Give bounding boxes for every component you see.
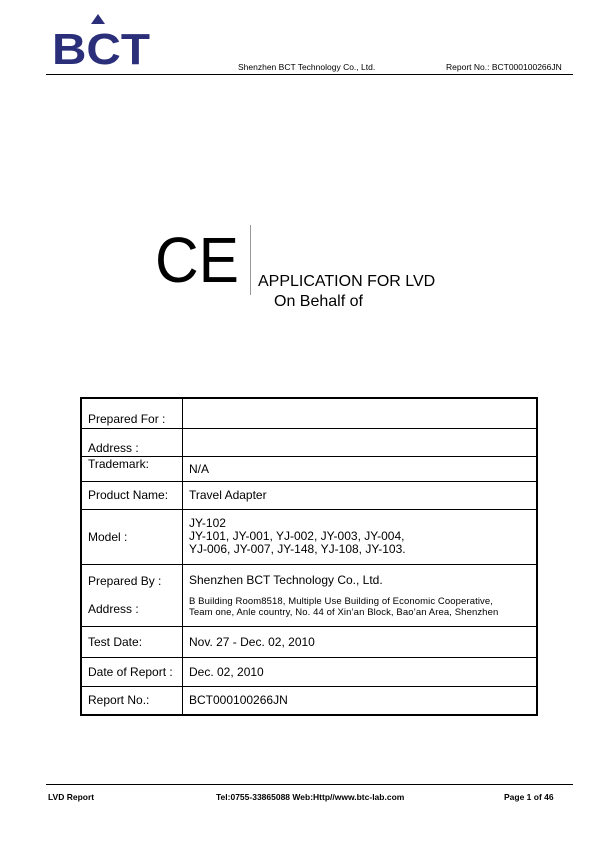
table-row: [81, 657, 537, 686]
footer-report-type: LVD Report: [48, 792, 95, 802]
table-row: [81, 428, 537, 456]
table-row: [81, 509, 537, 564]
prepared-by-value: Shenzhen BCT Technology Co., Ltd.: [189, 572, 383, 587]
model-line: JY-102: [189, 516, 226, 530]
svg-text:CE: CE: [155, 230, 239, 286]
title-rule: [250, 225, 251, 295]
svg-text:BCT: BCT: [52, 25, 150, 68]
header-divider: [46, 74, 573, 75]
test-date-label: Test Date:: [81, 626, 183, 657]
test-date-value: Nov. 27 - Dec. 02, 2010: [183, 626, 538, 657]
address2-label: Address :: [88, 602, 139, 616]
footer-contact: Tel:0755-33865088 Web:Http//www.btc-lab.com: [216, 792, 405, 802]
address2-line: Team one, Anle country, No. 44 of Xin’an Block, Bao’an Area, Shenzhen: [189, 606, 499, 618]
address-label: Address :: [81, 428, 183, 456]
report-info-table: [80, 397, 538, 716]
product-name-label: Product Name:: [81, 481, 183, 509]
prepared-by-values: [183, 564, 538, 626]
table-row: [81, 626, 537, 657]
prepared-for-label: Prepared For :: [81, 398, 183, 428]
prepared-by-label: Prepared By :: [88, 574, 162, 588]
address2-line: B Building Room8518, Multiple Use Building of Economic Cooperative,: [189, 595, 493, 607]
model-line: YJ-006, JY-007, JY-148, YJ-108, JY-103.: [189, 542, 406, 556]
model-label: Model :: [81, 509, 183, 564]
footer-divider: [46, 784, 573, 785]
date-of-report-label: Date of Report :: [81, 657, 183, 686]
table-row: [81, 481, 537, 509]
model-value: [183, 509, 538, 564]
report-no-value: BCT000100266JN: [183, 686, 538, 715]
prepared-for-value: [183, 398, 538, 428]
report-no-label: Report No.:: [81, 686, 183, 715]
model-line: JY-101, JY-001, YJ-002, JY-003, JY-004,: [189, 529, 405, 543]
table-row: [81, 686, 537, 715]
table-row: [81, 456, 537, 481]
on-behalf-of: On Behalf of: [274, 293, 363, 310]
trademark-label: Trademark:: [81, 456, 183, 481]
bct-logo: [52, 14, 150, 68]
header-report-number: Report No.: BCT000100266JN: [446, 62, 562, 72]
table-row: [81, 398, 537, 428]
header-company: Shenzhen BCT Technology Co., Ltd.: [238, 62, 376, 72]
footer-page-number: Page 1 of 46: [504, 792, 554, 802]
product-name-value: Travel Adapter: [183, 481, 538, 509]
application-title: APPLICATION FOR LVD: [258, 273, 436, 290]
date-of-report-value: Dec. 02, 2010: [183, 657, 538, 686]
prepared-by-cell: [81, 564, 183, 626]
address-value: [183, 428, 538, 456]
table-row: [81, 564, 537, 626]
ce-mark-icon: [155, 230, 239, 286]
trademark-value: N/A: [183, 456, 538, 481]
